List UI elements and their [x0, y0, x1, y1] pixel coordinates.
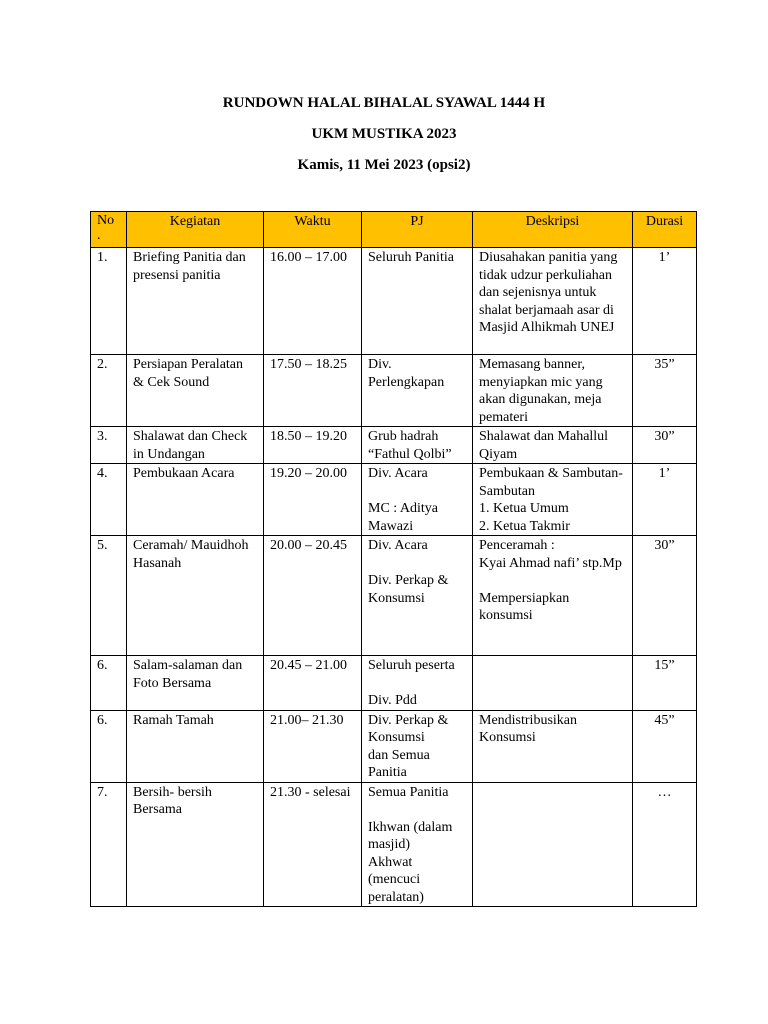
- cell-waktu: 17.50 – 18.25: [264, 355, 362, 427]
- table-header-row: [91, 212, 697, 248]
- cell-waktu: 21.30 - selesai: [264, 782, 362, 907]
- cell-pj: [362, 710, 473, 782]
- cell-deskripsi: Mendistribusikan Konsumsi: [473, 710, 633, 782]
- pj-secondary: dan Semua Panitia: [368, 747, 430, 780]
- cell-kegiatan: Briefing Panitia dan presensi panitia: [127, 248, 264, 355]
- cell-no: 2.: [91, 355, 127, 427]
- pj-primary: Seluruh peserta: [368, 658, 455, 673]
- pj-primary: Div. Acara: [368, 466, 428, 481]
- pj-tertiary: Akhwat (mencuci peralatan): [368, 854, 424, 905]
- document-subtitle: UKM MUSTIKA 2023: [311, 126, 457, 142]
- deskripsi-text: Kyai Ahmad nafi’ stp.Mp: [479, 555, 622, 571]
- cell-durasi: 30”: [633, 536, 697, 656]
- cell-durasi: 30”: [633, 427, 697, 464]
- deskripsi-text: Penceramah :: [479, 538, 555, 553]
- cell-waktu: 18.50 – 19.20: [264, 427, 362, 464]
- deskripsi-list-item: 2. Ketua Takmir: [479, 518, 570, 534]
- cell-kegiatan: Persiapan Peralatan & Cek Sound: [127, 355, 264, 427]
- table-row: [91, 782, 697, 907]
- header-pj: PJ: [362, 212, 473, 248]
- cell-deskripsi: Diusahakan panitia yang tidak udzur perkuliahan dan sejenisnya untuk shalat berjamaah asar di Masjid Alhikmah UNEJ: [473, 248, 633, 355]
- cell-deskripsi: Shalawat dan Mahallul Qiyam: [473, 427, 633, 464]
- pj-primary: Div. Perkap & Konsumsi: [368, 712, 449, 745]
- table-row: [91, 427, 697, 464]
- cell-pj: Grub hadrah “Fathul Qolbi”: [362, 427, 473, 464]
- header-kegiatan: Kegiatan: [127, 212, 264, 248]
- cell-pj: [362, 536, 473, 656]
- cell-durasi: 15”: [633, 656, 697, 711]
- cell-durasi: 35”: [633, 355, 697, 427]
- cell-deskripsi: Memasang banner, menyiapkan mic yang akan digunakan, meja pemateri: [473, 355, 633, 427]
- cell-waktu: 20.45 – 21.00: [264, 656, 362, 711]
- cell-deskripsi: [473, 536, 633, 656]
- cell-pj: [362, 464, 473, 536]
- cell-durasi: 1’: [633, 464, 697, 536]
- cell-pj: [362, 782, 473, 907]
- cell-no: 5.: [91, 536, 127, 656]
- pj-primary: Div. Acara: [368, 538, 428, 553]
- cell-no: 4.: [91, 464, 127, 536]
- document-title: RUNDOWN HALAL BIHALAL SYAWAL 1444 H: [222, 95, 546, 111]
- pj-primary: Semua Panitia: [368, 784, 449, 800]
- table-row: [91, 710, 697, 782]
- cell-kegiatan: Ramah Tamah: [127, 710, 264, 782]
- deskripsi-secondary: Mempersiapkan konsumsi: [479, 590, 570, 623]
- header-durasi: Durasi: [633, 212, 697, 248]
- table-row: [91, 248, 697, 355]
- cell-kegiatan: Pembukaan Acara: [127, 464, 264, 536]
- table-row: [91, 355, 697, 427]
- header-waktu: Waktu: [264, 212, 362, 248]
- cell-deskripsi: [473, 464, 633, 536]
- pj-secondary: MC : Aditya Mawazi: [368, 501, 439, 534]
- cell-pj: Seluruh Panitia: [362, 248, 473, 355]
- table-row: [91, 464, 697, 536]
- cell-no: 7.: [91, 782, 127, 907]
- cell-no: 6.: [91, 710, 127, 782]
- cell-deskripsi: [473, 782, 633, 907]
- pj-secondary: Ikhwan (dalam masjid): [368, 819, 453, 852]
- document-date-line: Kamis, 11 Mei 2023 (opsi2): [297, 157, 471, 173]
- header-no: No .: [91, 212, 127, 248]
- cell-waktu: 16.00 – 17.00: [264, 248, 362, 355]
- pj-secondary: Div. Pdd: [368, 693, 417, 708]
- cell-kegiatan: Bersih- bersih Bersama: [127, 782, 264, 907]
- rundown-table: [90, 211, 697, 907]
- cell-waktu: 19.20 – 20.00: [264, 464, 362, 536]
- header-deskripsi: Deskripsi: [473, 212, 633, 248]
- cell-no: 3.: [91, 427, 127, 464]
- deskripsi-text: Pembukaan & Sambutan-Sambutan: [479, 466, 623, 499]
- cell-kegiatan: Ceramah/ Mauidhoh Hasanah: [127, 536, 264, 656]
- cell-no: 6.: [91, 656, 127, 711]
- cell-durasi: …: [633, 782, 697, 907]
- cell-kegiatan: Salam-salaman dan Foto Bersama: [127, 656, 264, 711]
- deskripsi-list-item: 1. Ketua Umum: [479, 501, 569, 516]
- cell-deskripsi: [473, 656, 633, 711]
- cell-waktu: 21.00– 21.30: [264, 710, 362, 782]
- cell-pj: [362, 656, 473, 711]
- cell-pj: Div. Perlengkapan: [362, 355, 473, 427]
- cell-durasi: 45”: [633, 710, 697, 782]
- cell-waktu: 20.00 – 20.45: [264, 536, 362, 656]
- table-row: [91, 656, 697, 711]
- cell-kegiatan: Shalawat dan Check in Undangan: [127, 427, 264, 464]
- table-row: [91, 536, 697, 656]
- pj-secondary: Div. Perkap & Konsumsi: [368, 573, 449, 606]
- cell-durasi: 1’: [633, 248, 697, 355]
- cell-no: 1.: [91, 248, 127, 355]
